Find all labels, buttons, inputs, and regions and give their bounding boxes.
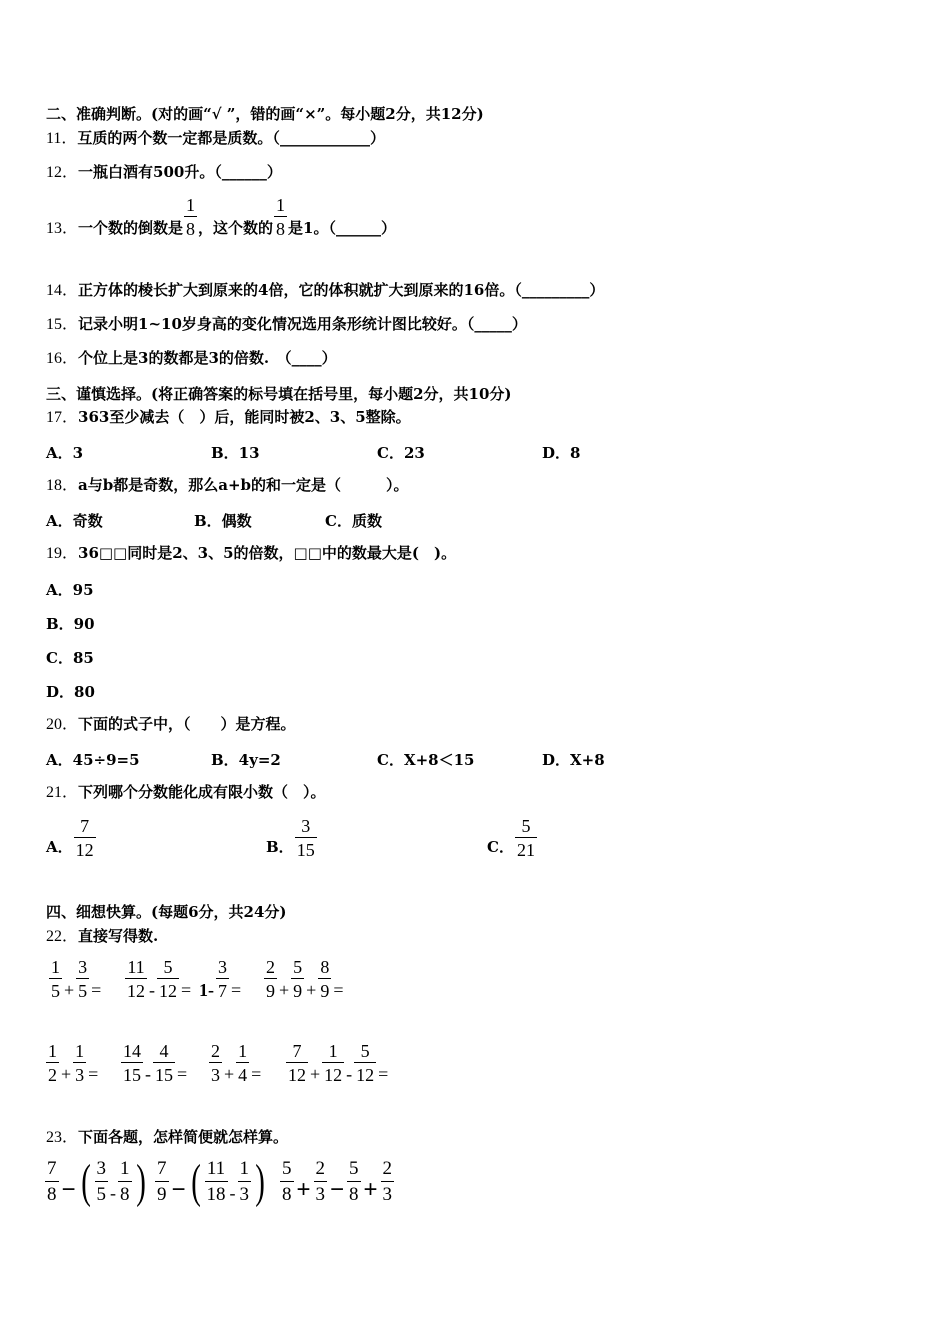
q12-number: 12． [46,164,79,181]
q22-text: 直接写得数. [78,927,159,945]
q21-c-fraction: $\frac{5}{21}$ [516,816,535,860]
q18-text: a与b都是奇数，那么a+b的和一定是（ ）。 [78,476,409,494]
q20-option-b[interactable]: B．4y=2 [211,751,281,769]
question-23 [46,1128,288,1147]
q23-expr-3: $\frac{5}{8}$ + $\frac{2}{3}$ − $\frac{5}{8}$ + $\frac{2}{3}$ [282,1158,393,1205]
q23-text: 下面各题，怎样简便就怎样算。 [78,1128,289,1146]
q16-close: ） [321,349,337,367]
q17-option-d[interactable]: D．8 [542,444,581,462]
q21-number: 21． [46,784,79,801]
q21-a-fraction: $\frac{7}{12}$ [75,816,94,860]
q17-text: 363至少减去（ ）后，能同时被2、3、5整除。 [78,408,411,426]
q16-text: 个位上是3的数都是3的倍数. （ [78,349,292,367]
q11-blank[interactable]: ____________ [279,129,370,147]
section2-heading: 二、准确判断。(对的画“√ ”，错的画“×”。每小题2分，共12分) [46,105,484,123]
q11-close: ） [369,129,385,147]
q11-number: 11． [46,130,78,147]
q13-blank[interactable]: ______ [335,219,381,237]
question-19 [46,544,456,563]
q13-number: 13． [46,220,79,237]
q18-option-c[interactable]: C．质数 [325,512,382,530]
q13-fraction-1: $\frac{1}{8}$ [186,195,196,239]
question-20 [46,715,296,734]
q13-close: ） [380,219,396,237]
q22-number: 22． [46,928,79,945]
q22-expr-4: $\frac{2}{9}$ + $\frac{5}{9}$ + $\frac{8}{9}$ = [266,957,344,1001]
q14-number: 14． [46,282,79,299]
q22-expr-8: $\frac{7}{12}$ + $\frac{1}{12}$ - $\frac{5}{12}$ = [288,1041,389,1085]
section4-heading: 四、细想快算。(每题6分，共24分) [46,903,287,921]
q16-number: 16． [46,350,79,367]
q14-blank[interactable]: _________ [521,281,590,299]
q15-text: 记录小明1~10岁身高的变化情况选用条形统计图比较好。（ [78,315,475,333]
q13-fraction-2: $\frac{1}{8}$ [276,195,286,239]
q17-option-b[interactable]: B．13 [211,444,260,462]
q23-expr-2: $\frac{7}{9}$ − ( $\frac{11}{18}$ - $\frac{1}{3}$ ) [157,1155,265,1208]
q19-text: 36□□同时是2、3、5的倍数，□□中的数最大是( )。 [78,544,457,562]
q15-number: 15． [46,316,79,333]
q20-text: 下面的式子中，（ ）是方程。 [78,715,296,733]
question-22 [46,927,158,946]
q19-option-b[interactable]: B．90 [46,615,95,633]
q17-option-c[interactable]: C．23 [377,444,425,462]
q15-blank[interactable]: _____ [474,315,512,333]
q18-option-a[interactable]: A．奇数 [46,512,103,530]
q23-expr-1: $\frac{7}{8}$ − ( $\frac{3}{5}$ - $\frac{1}{8}$ ) [47,1155,146,1208]
question-16 [46,349,337,368]
q22-expr-3: 1- $\frac{3}{7}$ = [199,957,242,1001]
q11-text: 互质的两个数一定都是质数。（ [77,129,280,147]
question-14 [46,281,604,300]
q20-option-a[interactable]: A．45÷9=5 [46,751,140,769]
q19-option-d[interactable]: D．80 [46,683,95,701]
q19-number: 19． [46,545,79,562]
q21-option-c[interactable]: C． $\frac{5}{21}$ [487,816,535,860]
question-17 [46,408,411,427]
q22-expr-2: $\frac{11}{12}$ - $\frac{5}{12}$ = [127,957,192,1001]
question-12 [46,163,282,182]
section3-heading: 三、谨慎选择。(将正确答案的标号填在括号里，每小题2分，共10分) [46,385,512,403]
q20-option-d[interactable]: D．X+8 [542,751,605,769]
q18-option-b[interactable]: B．偶数 [194,512,252,530]
q15-close: ） [511,315,527,333]
q19-option-a[interactable]: A．95 [46,581,94,599]
q22-expr-7: $\frac{2}{3}$ + $\frac{1}{4}$ = [211,1041,262,1085]
question-18 [46,476,409,495]
question-13 [46,195,396,240]
q20-number: 20． [46,716,79,733]
question-15 [46,315,527,334]
q13-text-c: 是1。（ [288,219,336,237]
q20-option-c[interactable]: C．X+8＜15 [377,751,475,769]
q21-option-a[interactable]: A． $\frac{7}{12}$ [46,816,94,860]
q18-number: 18． [46,477,79,494]
q13-text-b: ，这个数的 [198,219,274,237]
q12-text: 一瓶白酒有500升。（ [78,163,222,181]
q23-number: 23． [46,1129,79,1146]
question-11 [46,129,385,148]
question-21 [46,783,326,802]
q12-close: ） [266,163,282,181]
q22-expr-6: $\frac{14}{15}$ - $\frac{4}{15}$ = [123,1041,188,1085]
q22-expr-1: $\frac{1}{5}$ + $\frac{3}{5}$ = [51,957,102,1001]
q21-option-b[interactable]: B． $\frac{3}{15}$ [266,816,315,860]
q16-blank[interactable]: ____ [291,349,322,367]
q17-number: 17． [46,409,79,426]
q19-option-c[interactable]: C．85 [46,649,94,667]
q17-option-a[interactable]: A．3 [46,444,84,462]
q21-text: 下列哪个分数能化成有限小数（ ）。 [78,783,326,801]
q22-expr-5: $\frac{1}{2}$ + $\frac{1}{3}$ = [48,1041,99,1085]
q12-blank[interactable]: ______ [221,163,267,181]
q14-close: ） [589,281,605,299]
q14-text: 正方体的棱长扩大到原来的4倍，它的体积就扩大到原来的16倍。（ [78,281,522,299]
q13-text-a: 一个数的倒数是 [78,219,184,237]
q21-b-fraction: $\frac{3}{15}$ [296,816,315,860]
